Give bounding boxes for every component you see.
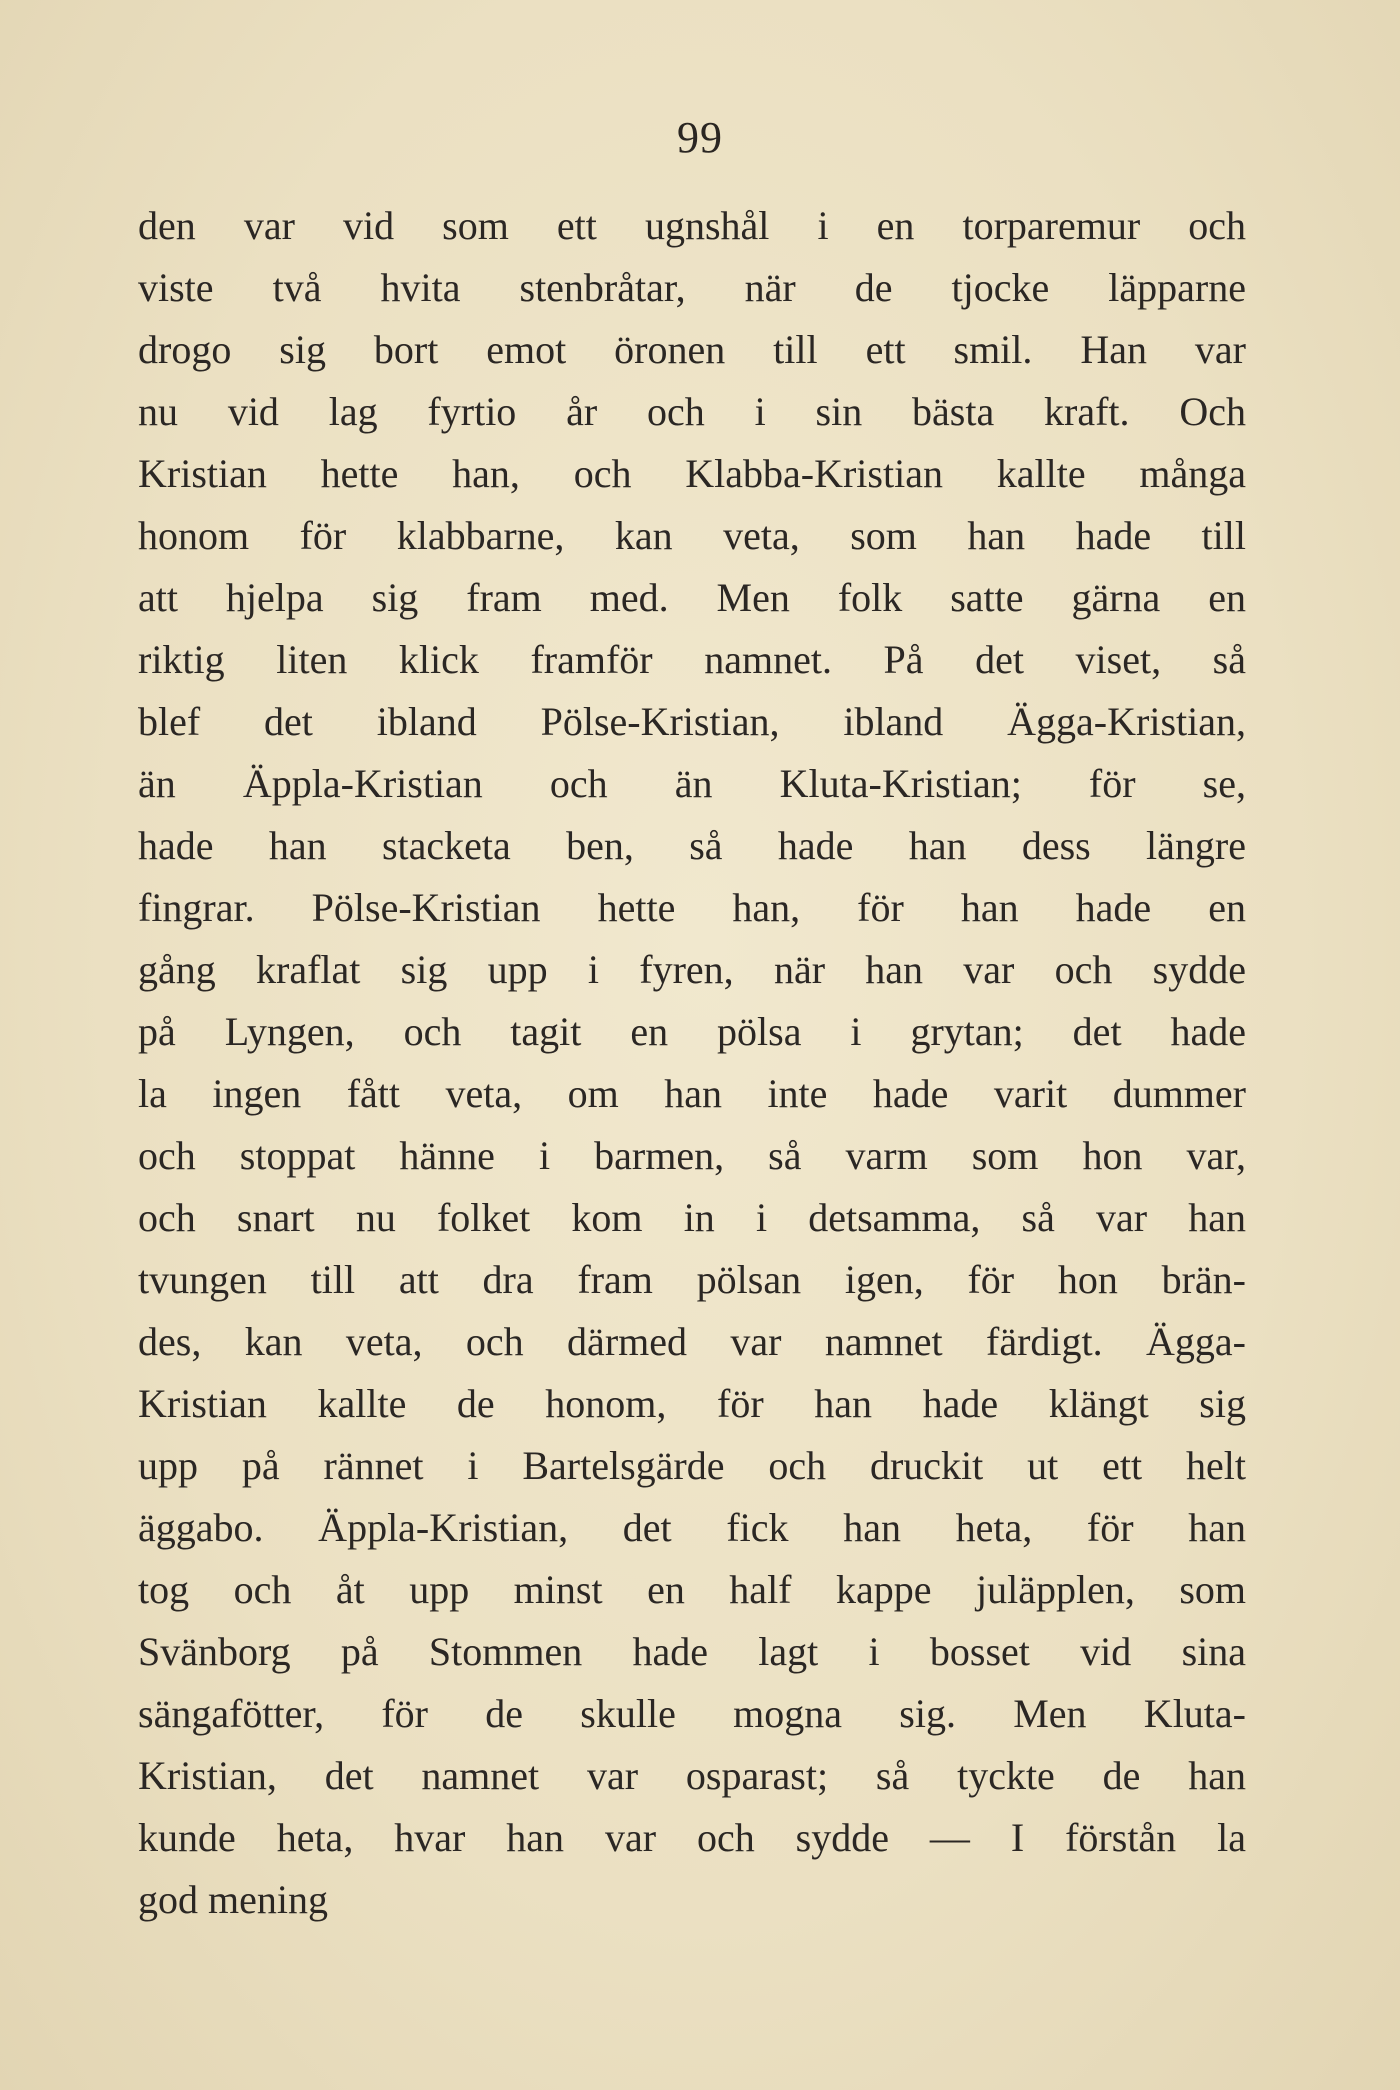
- text-line: hade han stacketa ben, så hade han dess längre: [138, 823, 1246, 868]
- text-line: la ingen fått veta, om han inte hade varit dummer: [138, 1071, 1246, 1116]
- text-line: fingrar. Pölse-Kristian hette han, för han hade en: [138, 885, 1246, 930]
- text-line: Kristian, det namnet var osparast; så tyckte de han: [138, 1753, 1246, 1798]
- text-line: Kristian kallte de honom, för han hade klängt sig: [138, 1381, 1246, 1426]
- text-line: nu vid lag fyrtio år och i sin bästa kraft. Och: [138, 389, 1246, 434]
- text-line: upp på rännet i Bartelsgärde och druckit ut ett helt: [138, 1443, 1246, 1488]
- text-line: sängafötter, för de skulle mogna sig. Men Kluta-: [138, 1691, 1246, 1736]
- text-line: att hjelpa sig fram med. Men folk satte gärna en: [138, 575, 1246, 620]
- text-line: tog och åt upp minst en half kappe juläpplen, som: [138, 1567, 1246, 1612]
- text-line: blef det ibland Pölse-Kristian, ibland Ägga-Kristian,: [138, 699, 1246, 744]
- text-line: drogo sig bort emot öronen till ett smil. Han var: [138, 327, 1246, 372]
- text-line: än Äppla-Kristian och än Kluta-Kristian; för se,: [138, 761, 1246, 806]
- page-number: 99: [677, 113, 723, 162]
- text-line: honom för klabbarne, kan veta, som han hade till: [138, 513, 1246, 558]
- text-line: viste två hvita stenbråtar, när de tjocke läpparne: [138, 265, 1246, 310]
- body-text: [138, 195, 1246, 1931]
- text-line: Kristian hette han, och Klabba-Kristian kallte många: [138, 451, 1246, 496]
- text-line: god mening: [138, 1877, 328, 1922]
- text-line: gång kraflat sig upp i fyren, när han var och sydde: [138, 947, 1246, 992]
- text-line: på Lyngen, och tagit en pölsa i grytan; det hade: [138, 1009, 1246, 1054]
- text-line: och stoppat hänne i barmen, så varm som hon var,: [138, 1133, 1246, 1178]
- text-line: Svänborg på Stommen hade lagt i bosset vid sina: [138, 1629, 1246, 1674]
- text-line: riktig liten klick framför namnet. På det viset, så: [138, 637, 1246, 682]
- text-line: kunde heta, hvar han var och sydde — I förstån la: [138, 1815, 1246, 1860]
- text-line: des, kan veta, och därmed var namnet färdigt. Ägga-: [138, 1319, 1246, 1364]
- text-line: tvungen till att dra fram pölsan igen, för hon brän-: [138, 1257, 1246, 1302]
- text-line: och snart nu folket kom in i detsamma, så var han: [138, 1195, 1246, 1240]
- text-line: äggabo. Äppla-Kristian, det fick han heta, för han: [138, 1505, 1246, 1550]
- text-line: den var vid som ett ugnshål i en torparemur och: [138, 203, 1246, 248]
